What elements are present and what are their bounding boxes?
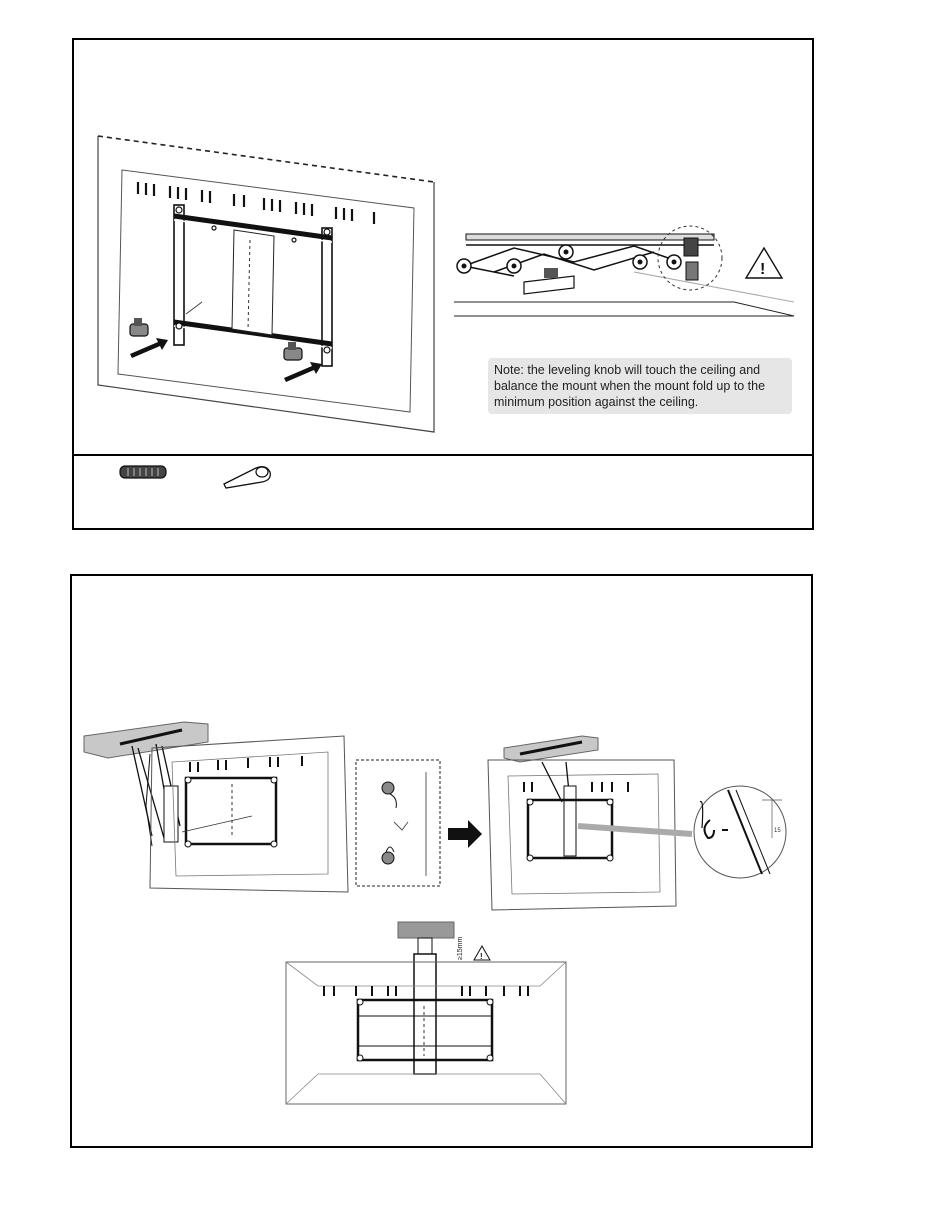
svg-text:!: !	[480, 952, 483, 961]
svg-text:!: !	[760, 261, 766, 278]
leveling-knob-part-icon	[224, 467, 270, 488]
bolt-part-icon	[120, 466, 166, 478]
next-step-arrow-icon	[448, 820, 482, 848]
tilt-down-illustration	[72, 576, 815, 1150]
svg-text:≥15mm: ≥15mm	[457, 936, 464, 960]
instruction-panel-step-1	[72, 38, 814, 530]
hardware-parts-strip	[74, 454, 816, 534]
note-text: Note: the leveling knob will touch the ceiling and balance the mount when the mount fold up to the minimum position against the ceiling.	[494, 363, 766, 409]
instruction-panel-step-2	[70, 574, 813, 1148]
svg-text:15: 15	[774, 828, 781, 834]
leveling-knob-note	[488, 358, 792, 414]
